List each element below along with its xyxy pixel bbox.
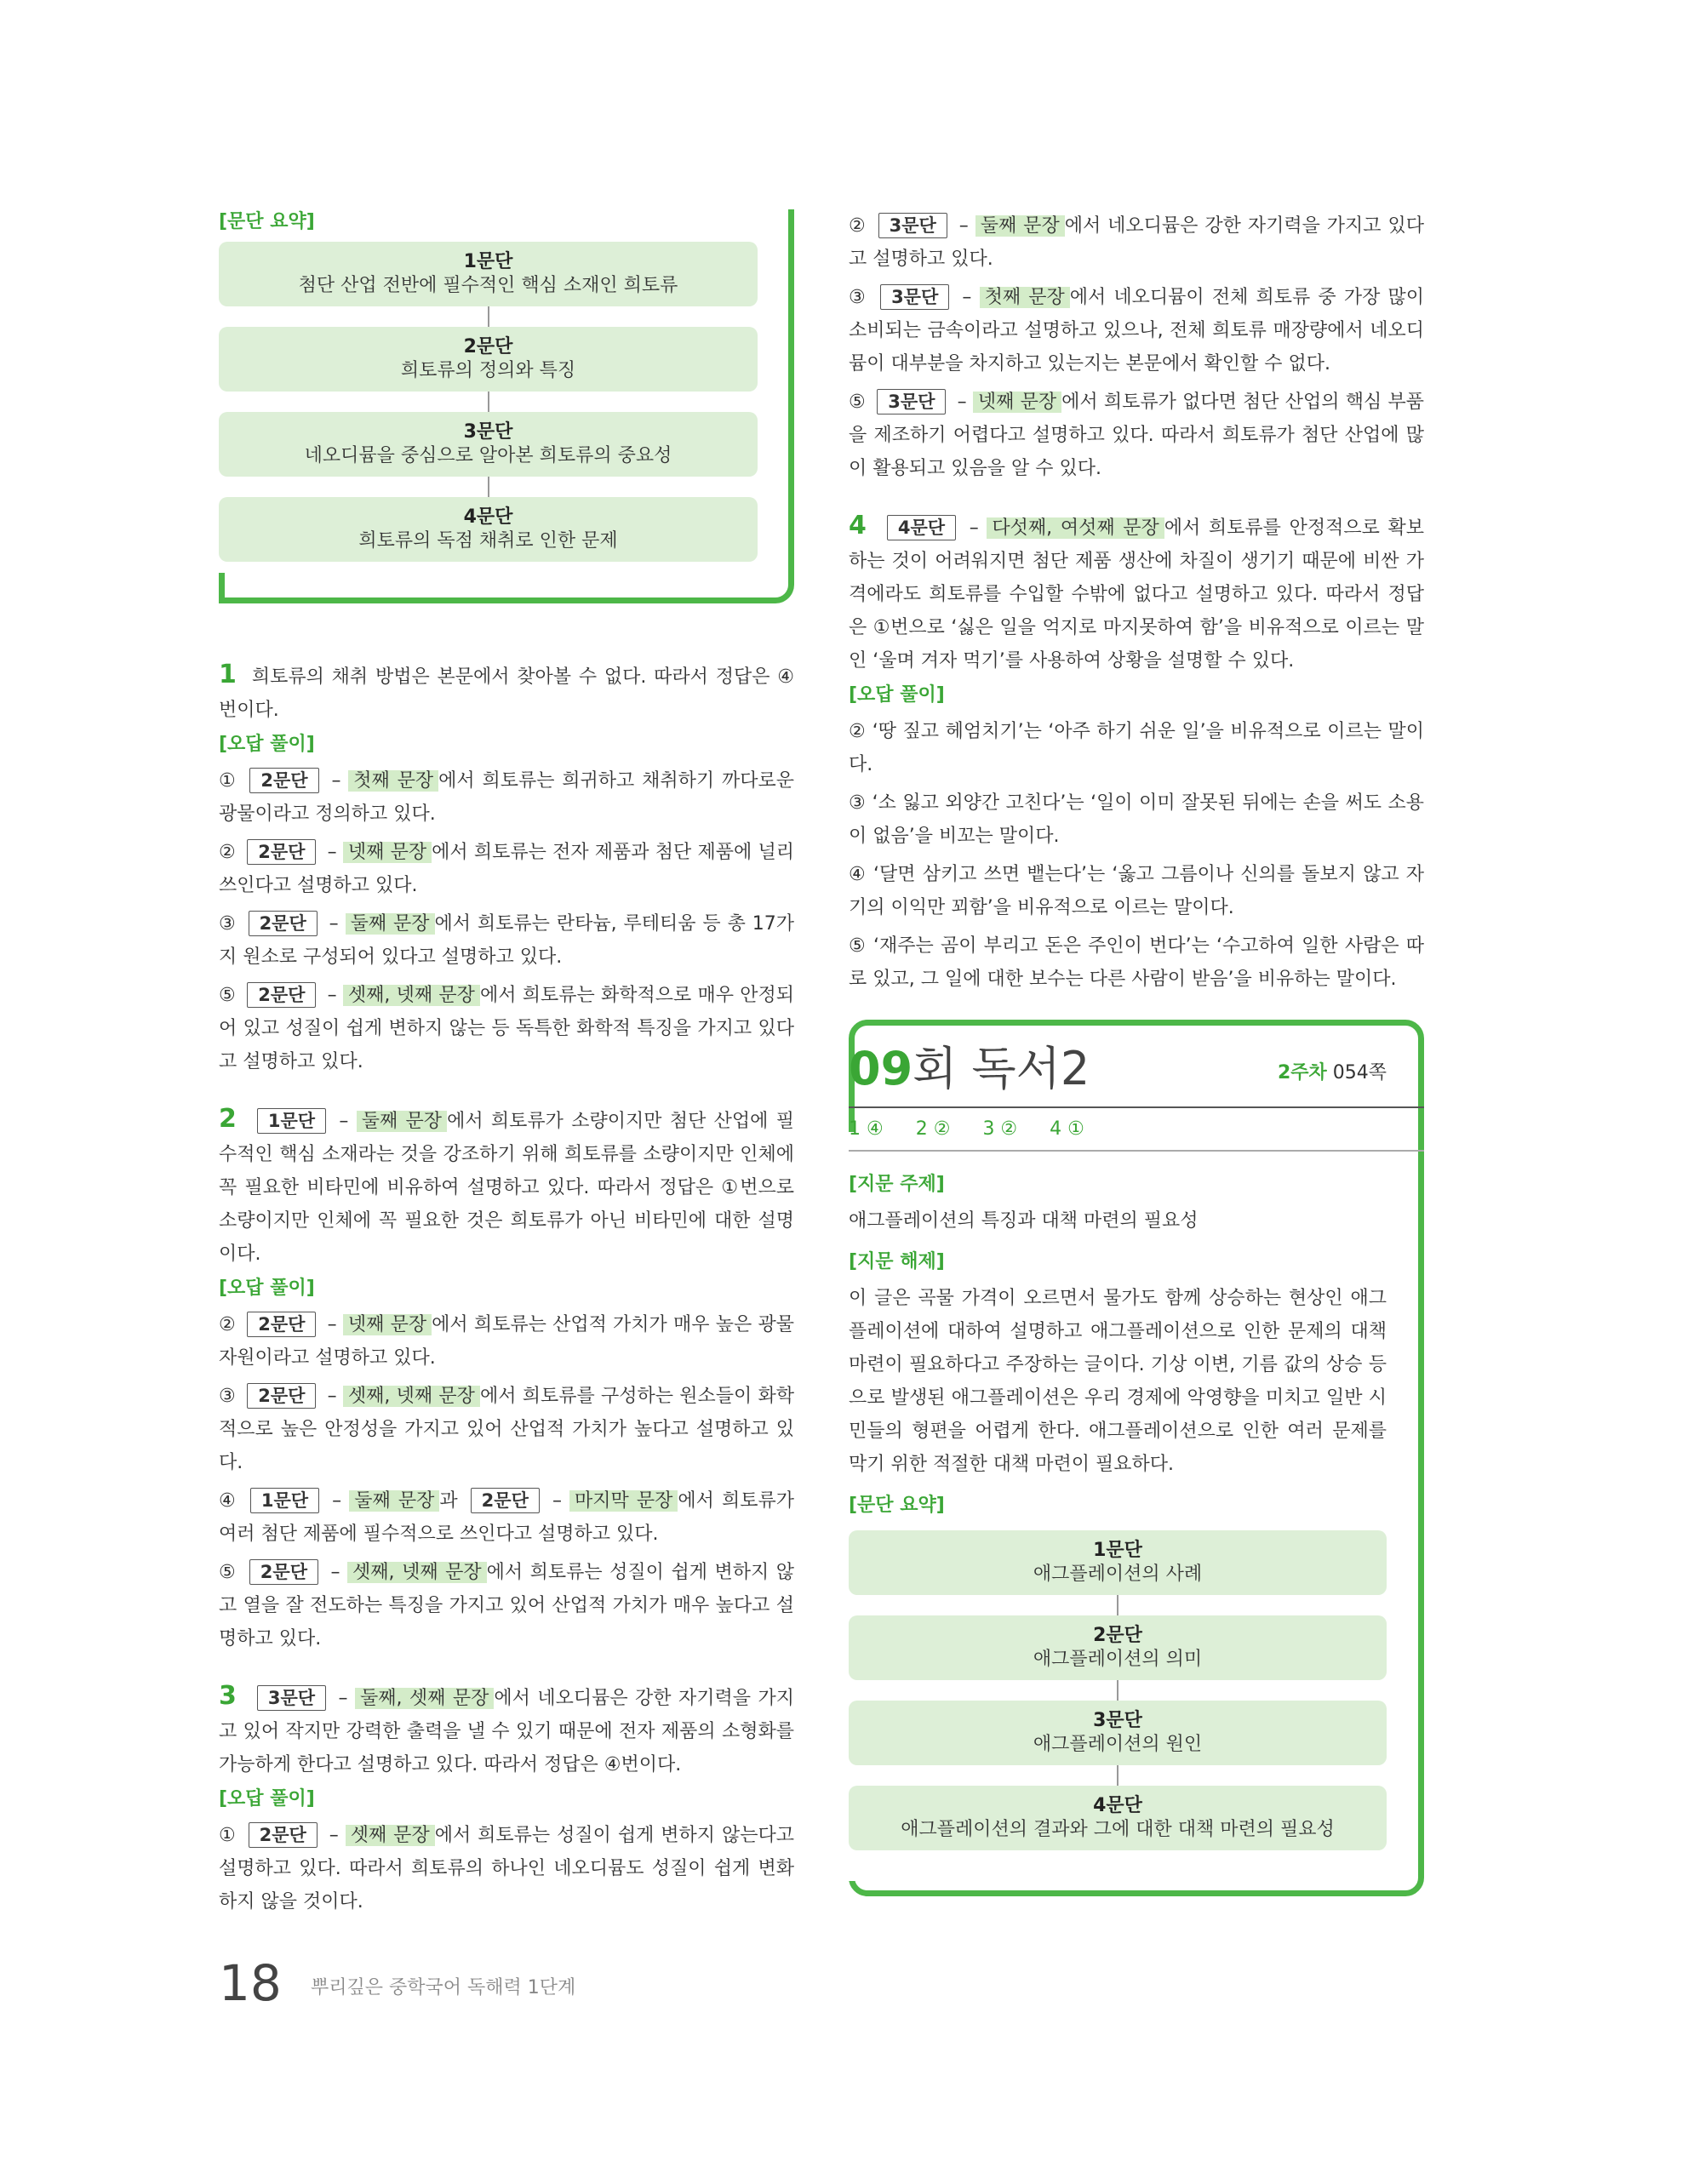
left-column [219,209,794,1924]
flow-connector [488,477,489,497]
flow-text: 애그플레이션의 의미 [1033,1649,1203,1670]
flow-item [849,1786,1387,1850]
flow-title: 3문단 [1093,1710,1142,1731]
flow-item [219,242,758,306]
paragraph-tag: 2문단 [471,1488,540,1513]
week-label: 2주차 [1277,1062,1327,1083]
sentence-highlight: 넷째 문장 [973,392,1061,413]
paragraph-tag: 2문단 [249,1559,318,1585]
dash: – [552,1490,562,1512]
sentence-highlight: 셋째 문장 [346,1825,435,1846]
summary-box [219,209,794,603]
flow-item [849,1530,1387,1595]
flow-connector [1117,1765,1118,1786]
dash: – [329,913,339,935]
choice-mark: ④ [219,1490,237,1512]
sentence-highlight: 둘째, 셋째 문장 [355,1688,494,1709]
paragraph-tag: 2문단 [247,839,316,865]
dash: – [327,1314,337,1335]
answer-text: 희토류의 채취 방법은 본문에서 찾아볼 수 없다. 따라서 정답은 ④번이다. [219,666,794,721]
flow-text: 희토류의 독점 채취로 인한 문제 [358,530,618,552]
question-2 [219,1102,794,1655]
question-3 [219,1679,794,1918]
item-text: 에서 희토류는 란타늄, 루테티움 등 총 17가지 원소로 구성되어 있다고 설명하고 있다. [219,913,794,968]
dash: – [330,1562,340,1583]
dash: – [329,1825,339,1846]
paragraph-tag: 2문단 [249,911,318,936]
item-text: 에서 희토류는 성질이 쉽게 변하지 않고 열을 잘 전도하는 특징을 가지고 있어 산업적 가치가 매우 높다고 설명하고 있다. [219,1562,795,1649]
paragraph-tag: 3문단 [880,284,949,310]
right-column [849,209,1424,1001]
sentence-highlight: 넷째 문장 [343,842,432,863]
choice-mark: ① [219,770,237,792]
item-text: 에서 희토류는 성질이 쉽게 변하지 않는다고 설명하고 있다. 따라서 희토류의 하나인 네오디뮴도 성질이 쉽게 변화하지 않을 것이다. [219,1825,794,1912]
wrong-item: ④ ‘달면 삼키고 쓰면 뱉는다’는 ‘옳고 그름이나 신의를 돌보지 않고 자기의 이익만 꾀함’을 비유적으로 이르는 말이다. [849,864,1424,918]
question-4 [849,509,1424,996]
sentence-highlight: 셋째, 넷째 문장 [343,985,480,1006]
flow-title: 1문단 [1093,1540,1142,1561]
choice-mark: ③ [219,1386,236,1407]
item-text: 에서 희토류를 구성하는 원소들이 화학적으로 높은 안정성을 가지고 있어 산업적 가치가 높다고 설명하고 있다. [219,1386,794,1473]
item-text: 에서 네오디뮴은 강한 자기력을 가지고 있다고 설명하고 있다. [849,215,1424,270]
wrong-item [849,209,1424,276]
wrong-item [849,386,1424,485]
item-text: 에서 희토류가 여러 첨단 제품에 필수적으로 쓰인다고 설명하고 있다. [219,1490,794,1545]
flow-connector [488,392,489,412]
paragraph-tag: 3문단 [877,389,946,415]
answer-text: 에서 희토류를 안정적으로 확보하는 것이 어려워지면 첨단 제품 생산에 차질이 생기기 때문에 비싼 가격에라도 희토류를 수입할 수밖에 없다고 설명하고 있다. 따라서 정답은 ①번으로 ‘싫은 일을 억지로 마지못하여 함’을 비유적으로 이르는 말인 ‘울며 겨자 먹기’를 사용하여 상황을 설명할 수 있다. [849,517,1425,672]
sentence-highlight: 다섯째, 여섯째 문장 [987,517,1164,539]
choice-mark: ⑤ [219,985,236,1006]
choice-mark: ③ [849,287,867,308]
question-3-continued [849,209,1424,485]
wrong-item [219,907,794,974]
flow-title: 4문단 [1093,1795,1142,1816]
wrong-label: [오답 풀이] [219,734,315,755]
item-text: 에서 네오디뮴이 전체 희토류 중 가장 많이 소비되는 금속이라고 설명하고 있으나, 전체 희토류 매장량에서 네오디뮴이 대부분을 차지하고 있는지는 본문에서 확인할 수 없다. [849,287,1424,374]
flow-title: 1문단 [463,251,513,272]
item-text: 에서 희토류는 산업적 가치가 매우 높은 광물 자원이라고 설명하고 있다. [219,1314,795,1369]
wrong-label: [오답 풀이] [219,1788,315,1810]
flow-text: 네오디뮴을 중심으로 알아본 희토류의 중요성 [304,445,672,466]
paragraph-tag: 4문단 [887,515,956,540]
wrong-label: [오답 풀이] [849,684,945,706]
section-09 [849,1043,1424,1850]
sentence-highlight: 첫째 문장 [980,287,1070,308]
wrong-item [219,1819,794,1918]
wrong-item [849,281,1424,380]
summary-flow [849,1530,1387,1850]
question-number: 1 [219,660,237,689]
dash: – [327,985,337,1006]
choice-mark: ① [219,1825,237,1846]
flow-title: 4문단 [463,506,513,528]
dash: – [958,215,969,237]
section-title [849,1043,1090,1095]
choice-mark: ⑤ [219,1562,237,1583]
item-text: 에서 희토류는 화학적으로 매우 안정되어 있고 성질이 쉽게 변하지 않는 등 독특한 화학적 특징을 가지고 있다고 설명하고 있다. [219,985,794,1072]
dash: – [962,287,972,308]
paragraph-tag: 2문단 [247,982,316,1008]
sentence-highlight: 둘째 문장 [357,1111,447,1132]
wrong-item [219,1484,794,1551]
topic-text: 애그플레이션의 특징과 대책 마련의 필요성 [849,1210,1199,1232]
wrong-item: ⑤ ‘재주는 곰이 부리고 돈은 주인이 번다’는 ‘수고하여 일한 사람은 따로 있고, 그 일에 대한 보수는 다른 사람이 받음’을 비유하는 말이다. [849,935,1424,990]
paragraph-tag: 1문단 [257,1108,326,1134]
flow-item [849,1615,1387,1680]
wrong-list [849,715,1424,996]
book-title: 뿌리깊은 중학국어 독해력 1단계 [311,1977,576,1998]
sentence-highlight: 첫째 문장 [348,770,438,792]
summary-flow [219,242,758,562]
summary-label: [문단 요약] [849,1495,945,1516]
choice-mark: ③ [219,913,237,935]
page-ref: 054쪽 [1332,1062,1387,1083]
section-body [849,1172,1424,1850]
dash: – [327,1386,337,1407]
sentence-highlight: 둘째 문장 [349,1490,439,1512]
flow-text: 애그플레이션의 사례 [1033,1564,1203,1585]
sentence-highlight: 마지막 문장 [569,1490,678,1512]
flow-connector [488,306,489,327]
paragraph-tag: 1문단 [250,1488,319,1513]
wrong-item [219,1556,794,1655]
connector-word: 과 [439,1490,458,1512]
answer-text: 에서 희토류가 소량이지만 첨단 산업에 필수적인 핵심 소재라는 것을 강조하기 위해 희토류를 소량이지만 인체에 꼭 필요한 비타민에 비유하여 설명하고 있다. 따라서 정답은 ①번으로 소량이지만 인체에 꼭 필요한 것은 희토류가 아닌 비타민에 대한 설명이다. [219,1111,794,1265]
flow-title: 2문단 [463,336,513,357]
summary-label: [문단 요약] [219,211,315,232]
question-number: 4 [849,511,867,540]
answer-text: 에서 네오디뮴은 강한 자기력을 가지고 있어 작지만 강력한 출력을 낼 수 있기 때문에 전자 제품의 소형화를 가능하게 한다고 설명하고 있다. 따라서 정답은 ④번이다. [219,1688,794,1775]
wrong-item [219,1308,794,1375]
wrong-label: [오답 풀이] [219,1278,315,1299]
flow-text: 애그플레이션의 원인 [1033,1734,1203,1755]
flow-title: 3문단 [463,421,513,443]
section-title-rest: 회 독서2 [913,1042,1090,1095]
flow-connector [1117,1680,1118,1701]
sentence-highlight: 둘째 문장 [346,913,435,935]
paragraph-tag: 2문단 [247,1383,316,1409]
wrong-list [219,1308,794,1479]
section-number: 09 [849,1042,913,1095]
sentence-highlight: 셋째, 넷째 문장 [343,1386,480,1407]
choice-mark: ② [219,1314,236,1335]
paragraph-tag: 3문단 [878,213,947,238]
question-number: 3 [219,1681,237,1711]
answer-key-item: 2 ② [915,1118,951,1140]
answer-key-item: 3 ② [982,1118,1018,1140]
wrong-item [219,836,794,902]
wrong-list [219,1819,794,1918]
question-1 [219,658,794,1078]
answer-key-item: 4 ① [1050,1118,1084,1140]
answer-key [849,1108,1424,1152]
wrong-item [219,979,794,1078]
section-header [849,1043,1424,1108]
wrong-list [219,1556,794,1655]
sentence-highlight: 둘째 문장 [975,215,1065,237]
paragraph-tag: 2문단 [249,768,318,793]
wrong-item [219,1380,794,1479]
dash: – [331,770,341,792]
choice-mark: ⑤ [849,392,866,413]
item-text: 에서 희토류는 희귀하고 채취하기 까다로운 광물이라고 정의하고 있다. [219,770,794,825]
box-corner [219,573,225,603]
choice-mark: ② [849,215,867,237]
paragraph-tag: 3문단 [257,1685,326,1711]
paragraph-tag: 2문단 [249,1822,318,1848]
dash: – [332,1490,342,1512]
flow-item [219,412,758,477]
section-week-page [1278,1058,1387,1095]
explain-text: 이 글은 곡물 가격이 오르면서 물가도 함께 상승하는 현상인 애그플레이션에 대하여 설명하고 애그플레이션으로 인한 문제의 대책 마련이 필요하다고 주장하는 글이다. 기상 이변, 기름 값의 상승 등으로 발생된 애그플레이션은 우리 경제에 악영향을 미치고 일반 시민들의 형편을 어렵게 한다. 애그플레이션으로 인한 여러 문제를 막기 위한 적절한 대책 마련이 필요하다. [849,1288,1387,1475]
flow-text: 희토류의 정의와 특징 [400,360,576,381]
wrong-item: ② ‘땅 짚고 헤엄치기’는 ‘아주 하기 쉬운 일’을 비유적으로 이르는 말이다. [849,721,1424,775]
flow-connector [1117,1595,1118,1615]
question-number: 2 [219,1104,237,1134]
item-text: 에서 희토류가 없다면 첨단 산업의 핵심 부품을 제조하기 어렵다고 설명하고 있다. 따라서 희토류가 첨단 산업에 많이 활용되고 있음을 알 수 있다. [849,392,1425,479]
item-text: 에서 희토류는 전자 제품과 첨단 제품에 널리 쓰인다고 설명하고 있다. [219,842,795,896]
choice-mark: ② [219,842,236,863]
flow-text: 첨단 산업 전반에 필수적인 핵심 소재인 희토류 [298,275,678,296]
dash: – [327,842,337,863]
wrong-list [219,764,794,1078]
flow-item [849,1701,1387,1765]
flow-text: 애그플레이션의 결과와 그에 대한 대책 마련의 필요성 [901,1819,1335,1840]
paragraph-tag: 2문단 [247,1312,316,1337]
page-number: 18 [219,1954,282,2012]
flow-item [219,327,758,392]
flow-item [219,497,758,562]
dash: – [957,392,967,413]
topic-label: [지문 주제] [849,1174,945,1195]
flow-title: 2문단 [1093,1625,1142,1646]
dash: – [969,517,979,539]
dash: – [338,1688,348,1709]
explain-label: [지문 해제] [849,1251,945,1272]
dash: – [339,1111,349,1132]
wrong-item [219,764,794,831]
wrong-item: ③ ‘소 잃고 외양간 고친다’는 ‘일이 이미 잘못된 뒤에는 손을 써도 소용이 없음’을 비꼬는 말이다. [849,792,1424,847]
sentence-highlight: 셋째, 넷째 문장 [347,1562,487,1583]
sentence-highlight: 넷째 문장 [343,1314,432,1335]
answer-key-item: 1 ④ [849,1118,884,1140]
